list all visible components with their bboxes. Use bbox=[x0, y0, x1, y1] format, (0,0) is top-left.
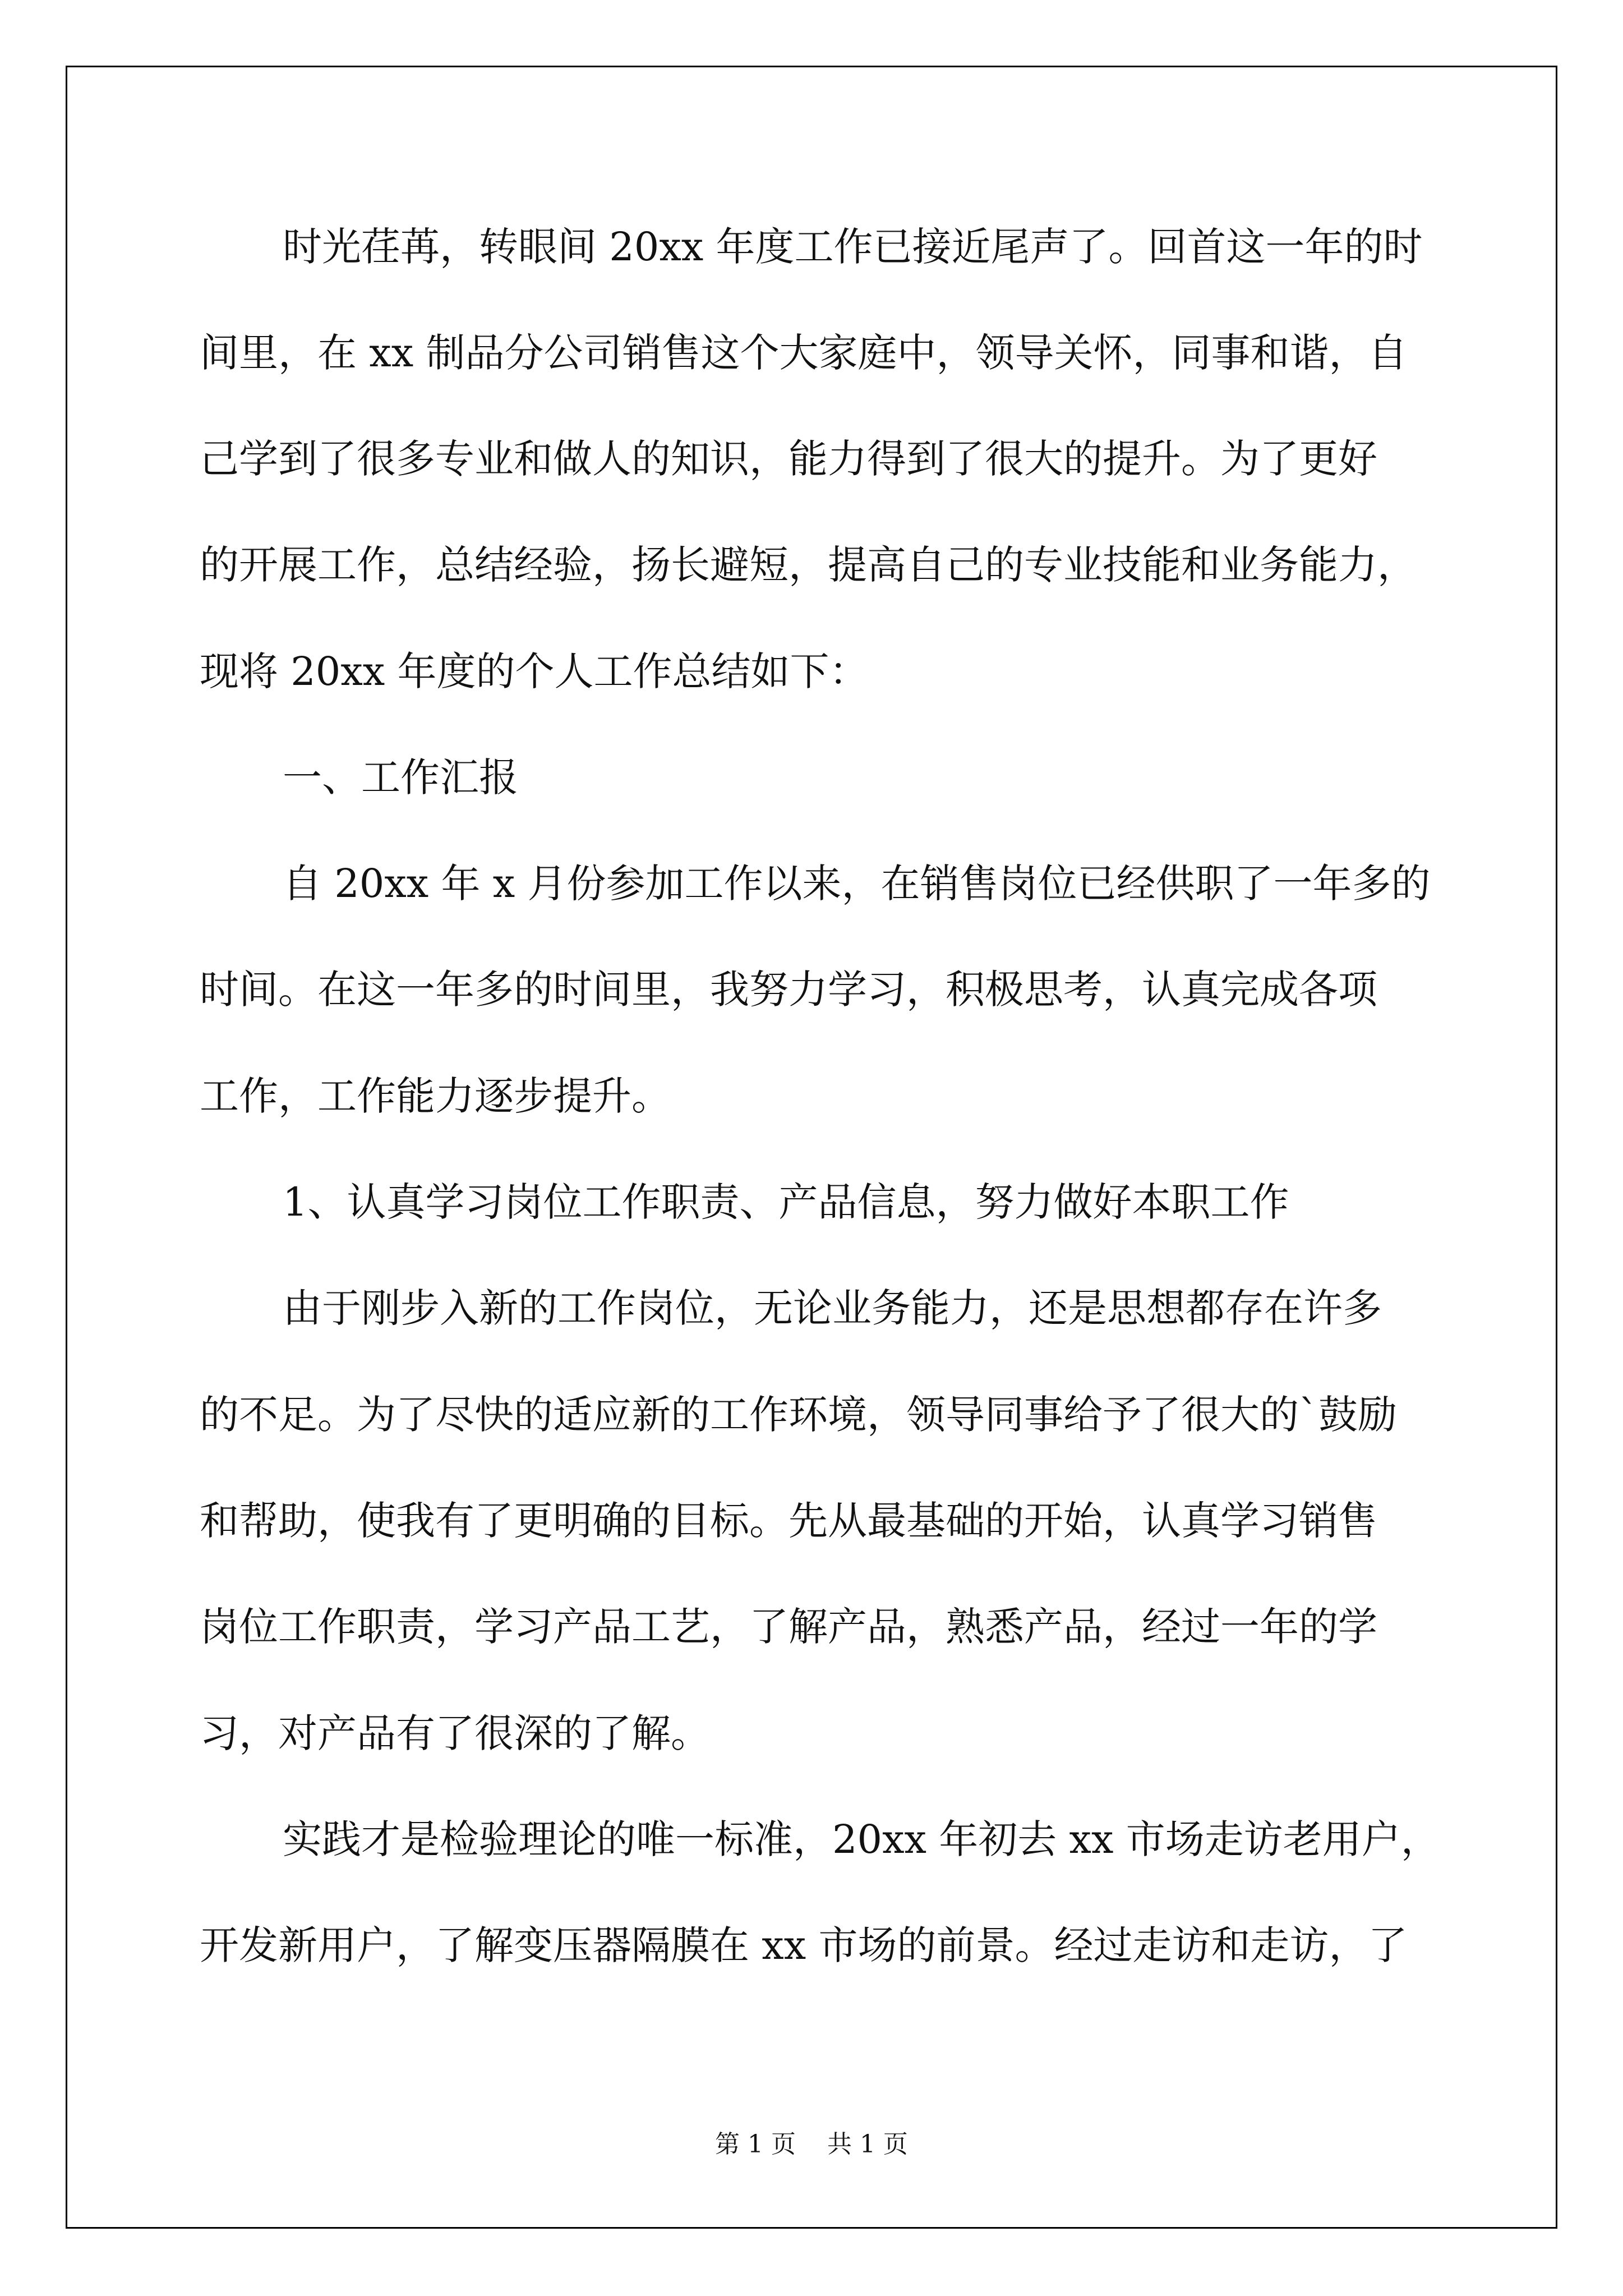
subsection-heading: 1、认真学习岗位工作职责、产品信息，努力做好本职工作 bbox=[283, 1179, 1289, 1225]
paragraph-line: 时间。在这一年多的时间里，我努力学习，积极思考，认真完成各项 bbox=[200, 967, 1377, 1013]
page-footer: 第 1 页 共 1 页 bbox=[715, 2130, 908, 2159]
paragraph-line: 习，对产品有了很深的了解。 bbox=[200, 1710, 710, 1756]
paragraph-line: 时光荏苒，转眼间 20xx 年度工作已接近尾声了。回首这一年的时 bbox=[283, 224, 1423, 270]
paragraph-line: 工作，工作能力逐步提升。 bbox=[200, 1073, 671, 1119]
paragraph-line: 间里，在 xx 制品分公司销售这个大家庭中，领导关怀，同事和谐，自 bbox=[200, 330, 1408, 376]
paragraph-line: 的开展工作，总结经验，扬长避短，提高自己的专业技能和业务能力， bbox=[200, 542, 1417, 588]
paragraph-line: 和帮助，使我有了更明确的目标。先从最基础的开始，认真学习销售 bbox=[200, 1498, 1377, 1544]
page-border bbox=[66, 66, 1557, 2229]
paragraph-line: 自 20xx 年 x 月份参加工作以来，在销售岗位已经供职了一年多的 bbox=[283, 861, 1431, 907]
paragraph-line: 己学到了很多专业和做人的知识，能力得到了很大的提升。为了更好 bbox=[200, 436, 1377, 482]
paragraph-line: 开发新用户，了解变压器隔膜在 xx 市场的前景。经过走访和走访，了 bbox=[200, 1922, 1408, 1968]
paragraph-line: 现将 20xx 年度的个人工作总结如下： bbox=[200, 648, 869, 694]
paragraph-line: 的不足。为了尽快的适应新的工作环境，领导同事给予了很大的`鼓励 bbox=[200, 1392, 1397, 1438]
paragraph-line: 实践才是检验理论的唯一标准，20xx 年初去 xx 市场走访老用户， bbox=[283, 1816, 1440, 1862]
paragraph-line: 岗位工作职责，学习产品工艺，了解产品，熟悉产品，经过一年的学 bbox=[200, 1604, 1377, 1650]
section-heading: 一、工作汇报 bbox=[283, 754, 518, 800]
paragraph-line: 由于刚步入新的工作岗位，无论业务能力，还是思想都存在许多 bbox=[283, 1285, 1382, 1331]
